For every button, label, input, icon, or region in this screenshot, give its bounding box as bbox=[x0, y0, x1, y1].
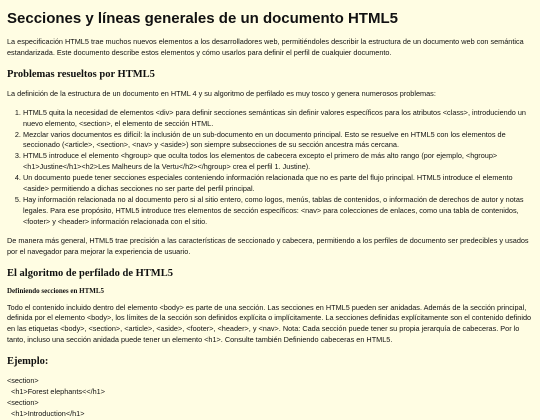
code-line: <h1>Forest elephants<</h1> bbox=[7, 386, 105, 396]
list-item: 1. HTML5 quita la necesidad de elementos <div> para definir secciones semánticas sin definir valores específicos para los atributos <class>, introduciendo un nuevo elemento, <section>, el elemento de sección HTML. bbox=[23, 108, 533, 130]
section-heading-problems: Problemas resueltos por HTML5 bbox=[7, 69, 155, 81]
list-item: 5. Hay información relacionada no al documento pero si al sitio entero, como logos, menús, tablas de contenidos, o información de derechos de autor y notas legales. Para ese propósito, HTML5 introduce tres elementos de sección específicos: <nav> para colecciones de enlaces, como una tabla de contenidos, <footer> y <header> información relacionada con el sitio. bbox=[23, 195, 533, 228]
problems-list bbox=[7, 108, 533, 228]
summary-paragraph: De manera más general, HTML5 trae precisión a las características de seccionado y cabecera, permitiendo a los perfiles de documento ser predecibles y usados por el navegador para mejorar la experiencia de usuario. bbox=[7, 235, 529, 256]
list-item: 3. HTML5 introduce el elemento <hgroup> que oculta todos los elementos de cabecera excepto el primero de más alto rango (por ejemplo, <hgroup><h1>Justine</h1><h2>Les Malheurs de la Vertu</h2></hgroup> crea el perfil 1. Justine). bbox=[23, 151, 533, 173]
example-heading: Ejemplo: bbox=[7, 356, 49, 368]
problems-lead-paragraph: La definición de la estructura de un documento en HTML 4 y su algoritmo de perfilado es muy tosco y genera numerosos problemas: bbox=[7, 88, 436, 98]
page-title: Secciones y líneas generales de un documento HTML5 bbox=[7, 10, 398, 27]
code-line: <section> bbox=[7, 375, 39, 385]
code-example bbox=[7, 376, 533, 420]
subsection-heading-defining-sections: Definiendo secciones en HTML5 bbox=[7, 287, 105, 296]
list-item: 2. Mezclar varios documentos es difícil: la inclusión de un sub-documento en un documento principal. Esto se resuelve en HTML5 con los elementos de seccionado (<article>, <section>, <nav> y <aside>) son siempre subsecciones de su sección ancestra más cercana. bbox=[23, 130, 533, 152]
section-heading-algorithm: El algoritmo de perfilado de HTML5 bbox=[7, 267, 173, 279]
code-line: <section> bbox=[7, 397, 39, 407]
code-line: <h1>Introduction</h1> bbox=[7, 408, 85, 418]
intro-paragraph: La especificación HTML5 trae muchos nuevos elementos a los desarrolladores web, permitiéndoles describir la estructura de un documento web con semántica estandarizada. Este documento describe estos elementos y cómo usarlos para definir el perfil de cualquier documento. bbox=[7, 37, 524, 58]
defining-sections-paragraph: Todo el contenido incluido dentro del elemento <body> es parte de una sección. Las secciones en HTML5 pueden ser anidadas. Además de la sección principal, definida por el elemento <body>, los límites de la sección son definidos explícita o implícitamente. La secciones definidas explícitamente son el contenido definido en las etiquetas <body>, <section>, <article>, <aside>, <footer>, <header>, y <nav>. Nota: Cada sección puede tener su propia jerarquía de cabeceras. Por lo tanto, incluso una sección anidada puede tener un elemento <h1>. Consulte también Definiendo cabeceras en HTML5. bbox=[7, 302, 532, 345]
list-item: 4. Un documento puede tener secciones especiales conteniendo información relacionada que no es parte del flujo principal. HTML5 introduce el elemento <aside> permitiendo a dichas secciones no ser parte del perfil principal. bbox=[23, 173, 533, 195]
